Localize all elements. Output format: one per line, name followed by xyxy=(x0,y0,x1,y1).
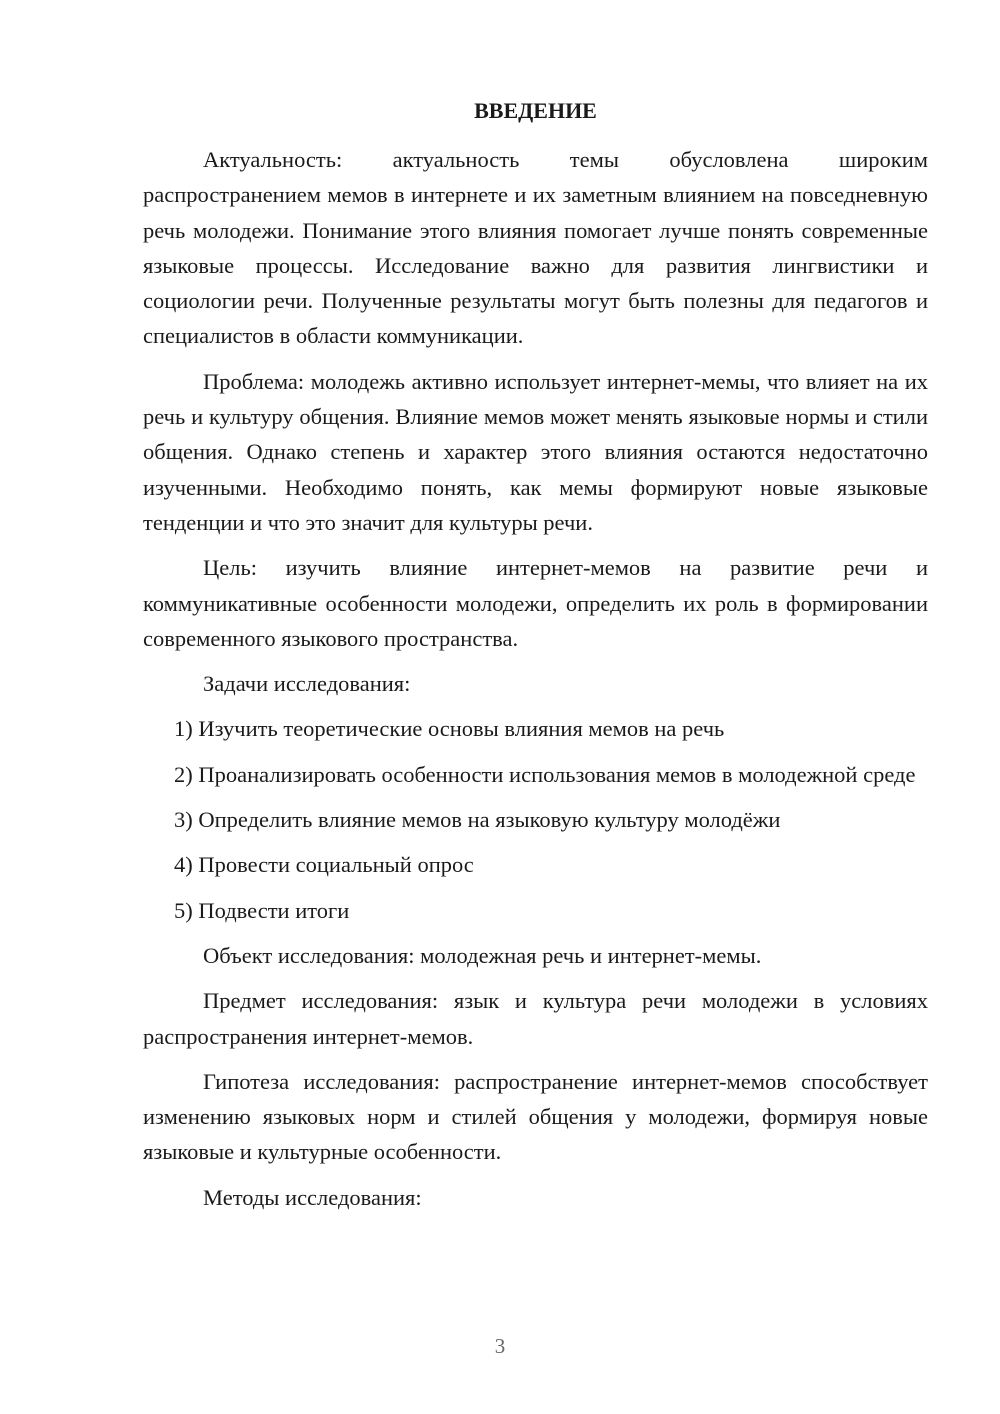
document-body xyxy=(143,142,928,1225)
page-heading: ВВЕДЕНИЕ xyxy=(474,98,597,123)
subject-paragraph: Предмет исследования: язык и культура речи молодежи в условиях распространения интернет-мемов. xyxy=(143,988,928,1049)
task-item-5: 5) Подвести итоги xyxy=(174,897,350,923)
task-item-4: 4) Провести социальный опрос xyxy=(174,852,474,878)
page-number: 3 xyxy=(494,1334,506,1358)
hypothesis-paragraph: Гипотеза исследования: распространение интернет-мемов способствует изменению языковых норм и стилей общения у молодежи, формируя новые языковые и культурные особенности. xyxy=(143,1068,928,1165)
tasks-title: Задачи исследования: xyxy=(203,671,411,697)
task-item-1: 1) Изучить теоретические основы влияния мемов на речь xyxy=(174,716,725,742)
object-paragraph: Объект исследования: молодежная речь и интернет-мемы. xyxy=(203,942,762,968)
relevance-paragraph: Актуальность: актуальность темы обусловлена широким распространением мемов в интернете и их заметным влиянием на повседневную речь молодежи. Понимание этого влияния помогает лучше понять современные языковые процессы. Исследование важно для развития лингвистики и социологии речи. Полученные результаты могут быть полезны для педагогов и специалистов в области коммуникации. xyxy=(143,147,928,349)
problem-paragraph: Проблема: молодежь активно использует интернет-мемы, что влияет на их речь и культуру общения. Влияние мемов может менять языковые нормы и стили общения. Однако степень и характер этого влияния остаются недостаточно изученными. Необходимо понять, как мемы формируют новые языковые тенденции и что это значит для культуры речи. xyxy=(143,368,928,535)
task-item-2: 2) Проанализировать особенности использования мемов в молодежной среде xyxy=(174,761,916,787)
task-item-3: 3) Определить влияние мемов на языковую культуру молодёжи xyxy=(174,807,781,833)
tasks-list xyxy=(143,711,928,927)
methods-title: Методы исследования: xyxy=(203,1184,422,1210)
goal-paragraph: Цель: изучить влияние интернет-мемов на развитие речи и коммуникативные особенности молодежи, определить их роль в формировании современного языкового пространства. xyxy=(143,555,928,651)
